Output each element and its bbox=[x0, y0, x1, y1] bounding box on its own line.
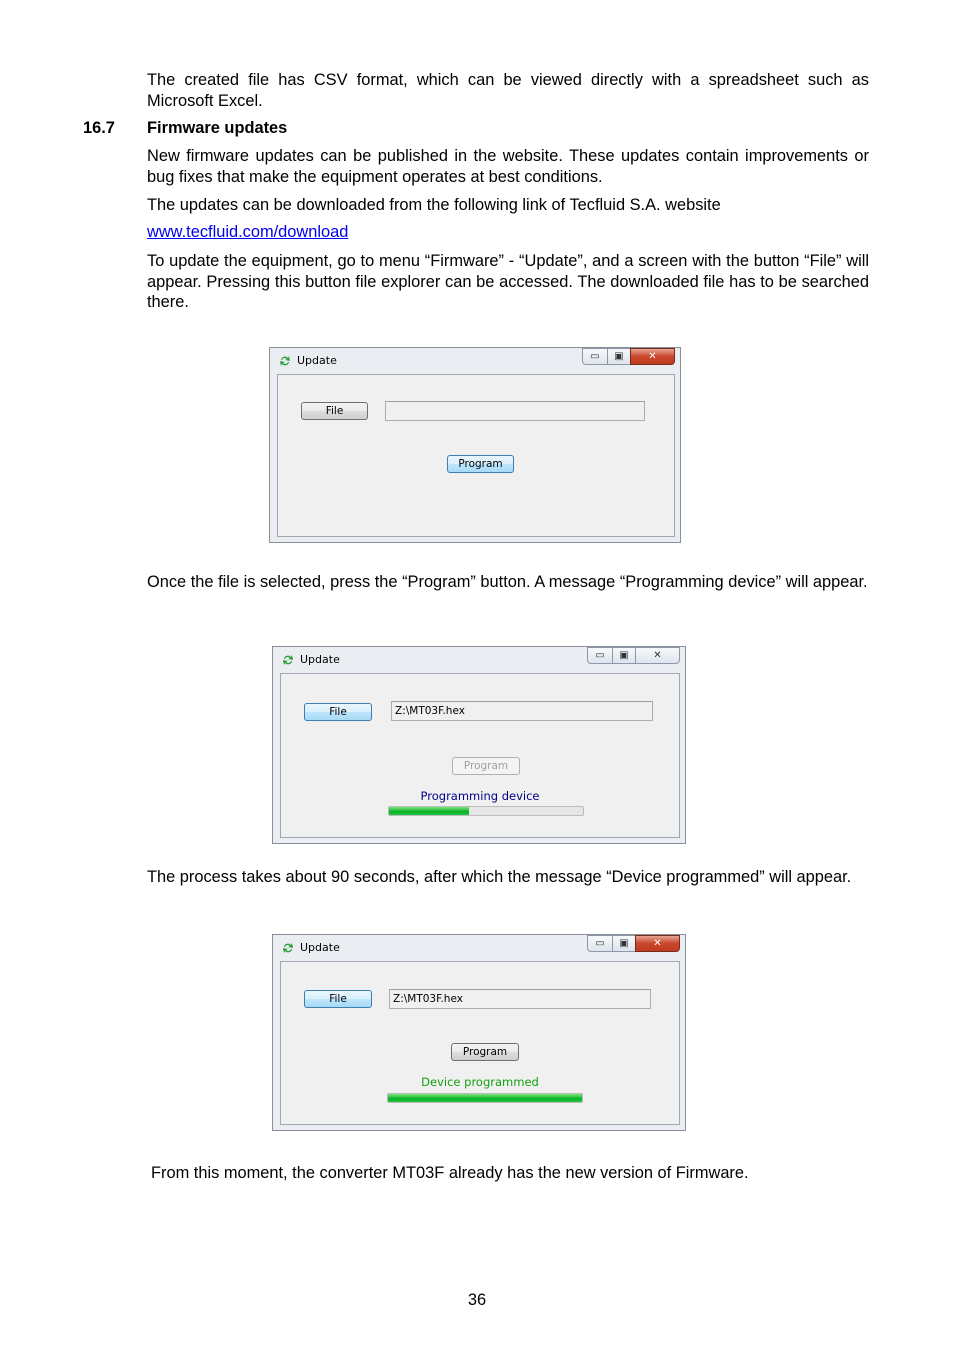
window-title: Update bbox=[300, 941, 340, 954]
file-button[interactable]: File bbox=[304, 990, 372, 1008]
minimize-button[interactable]: ▭ bbox=[582, 348, 607, 365]
update-dialog-programming bbox=[272, 646, 686, 844]
minimize-button[interactable]: ▭ bbox=[587, 935, 612, 952]
progress-fill bbox=[388, 1094, 582, 1102]
dialog-client-area bbox=[280, 961, 680, 1125]
dialog-client-area bbox=[280, 673, 680, 838]
page-number: 36 bbox=[467, 1291, 487, 1309]
window-title: Update bbox=[300, 653, 340, 666]
minimize-button[interactable]: ▭ bbox=[587, 647, 612, 664]
download-paragraph: The updates can be downloaded from the following link of Tecfluid S.A. website bbox=[147, 196, 721, 214]
progress-bar bbox=[387, 1093, 583, 1103]
file-path-field[interactable]: Z:\MT03F.hex bbox=[389, 989, 651, 1009]
title-bar[interactable] bbox=[273, 935, 685, 961]
update-dialog-programmed bbox=[272, 934, 686, 1131]
status-message: Programming device bbox=[420, 789, 540, 803]
process-paragraph: The process takes about 90 seconds, after which the message “Device programmed” will appear. bbox=[147, 868, 852, 886]
close-button[interactable]: ✕ bbox=[630, 348, 675, 365]
download-link[interactable]: www.tecfluid.com/download bbox=[147, 223, 349, 241]
file-button[interactable]: File bbox=[304, 703, 372, 721]
refresh-icon bbox=[282, 654, 294, 666]
program-button[interactable]: Program bbox=[452, 757, 520, 775]
section-title: Firmware updates bbox=[147, 119, 288, 137]
update-dialog-initial bbox=[269, 347, 681, 543]
progress-bar bbox=[388, 806, 584, 816]
maximize-button[interactable]: ▣ bbox=[612, 935, 635, 952]
close-button[interactable]: ✕ bbox=[635, 647, 680, 664]
file-button[interactable]: File bbox=[301, 402, 368, 420]
firmware-paragraph: New firmware updates can be published in the website. These updates contain improvements or bug fixes that make the equipment operates at best conditions. bbox=[147, 147, 869, 186]
file-path-field[interactable]: Z:\MT03F.hex bbox=[391, 701, 653, 721]
progress-fill bbox=[389, 807, 469, 815]
program-button[interactable]: Program bbox=[451, 1043, 519, 1061]
window-title: Update bbox=[297, 354, 337, 367]
refresh-icon bbox=[282, 942, 294, 954]
update-paragraph: To update the equipment, go to menu “Firmware” - “Update”, and a screen with the button “File” will appear. Pressing this button file explorer can be accessed. The downloaded file has to be searched there. bbox=[147, 252, 869, 311]
status-message: Device programmed bbox=[421, 1075, 539, 1089]
section-number: 16.7 bbox=[83, 119, 115, 137]
program-button[interactable]: Program bbox=[447, 455, 514, 473]
maximize-button[interactable]: ▣ bbox=[612, 647, 635, 664]
close-button[interactable]: ✕ bbox=[635, 935, 680, 952]
title-bar[interactable] bbox=[273, 647, 685, 673]
file-path-field[interactable] bbox=[385, 401, 645, 421]
program-paragraph: Once the file is selected, press the “Program” button. A message “Programming device” will appear. bbox=[147, 573, 868, 591]
dialog-client-area bbox=[277, 374, 675, 537]
title-bar[interactable] bbox=[270, 348, 680, 374]
intro-paragraph: The created file has CSV format, which can be viewed directly with a spreadsheet such as Microsoft Excel. bbox=[147, 71, 869, 110]
final-paragraph: From this moment, the converter MT03F already has the new version of Firmware. bbox=[151, 1164, 749, 1182]
maximize-button[interactable]: ▣ bbox=[607, 348, 630, 365]
refresh-icon bbox=[279, 355, 291, 367]
